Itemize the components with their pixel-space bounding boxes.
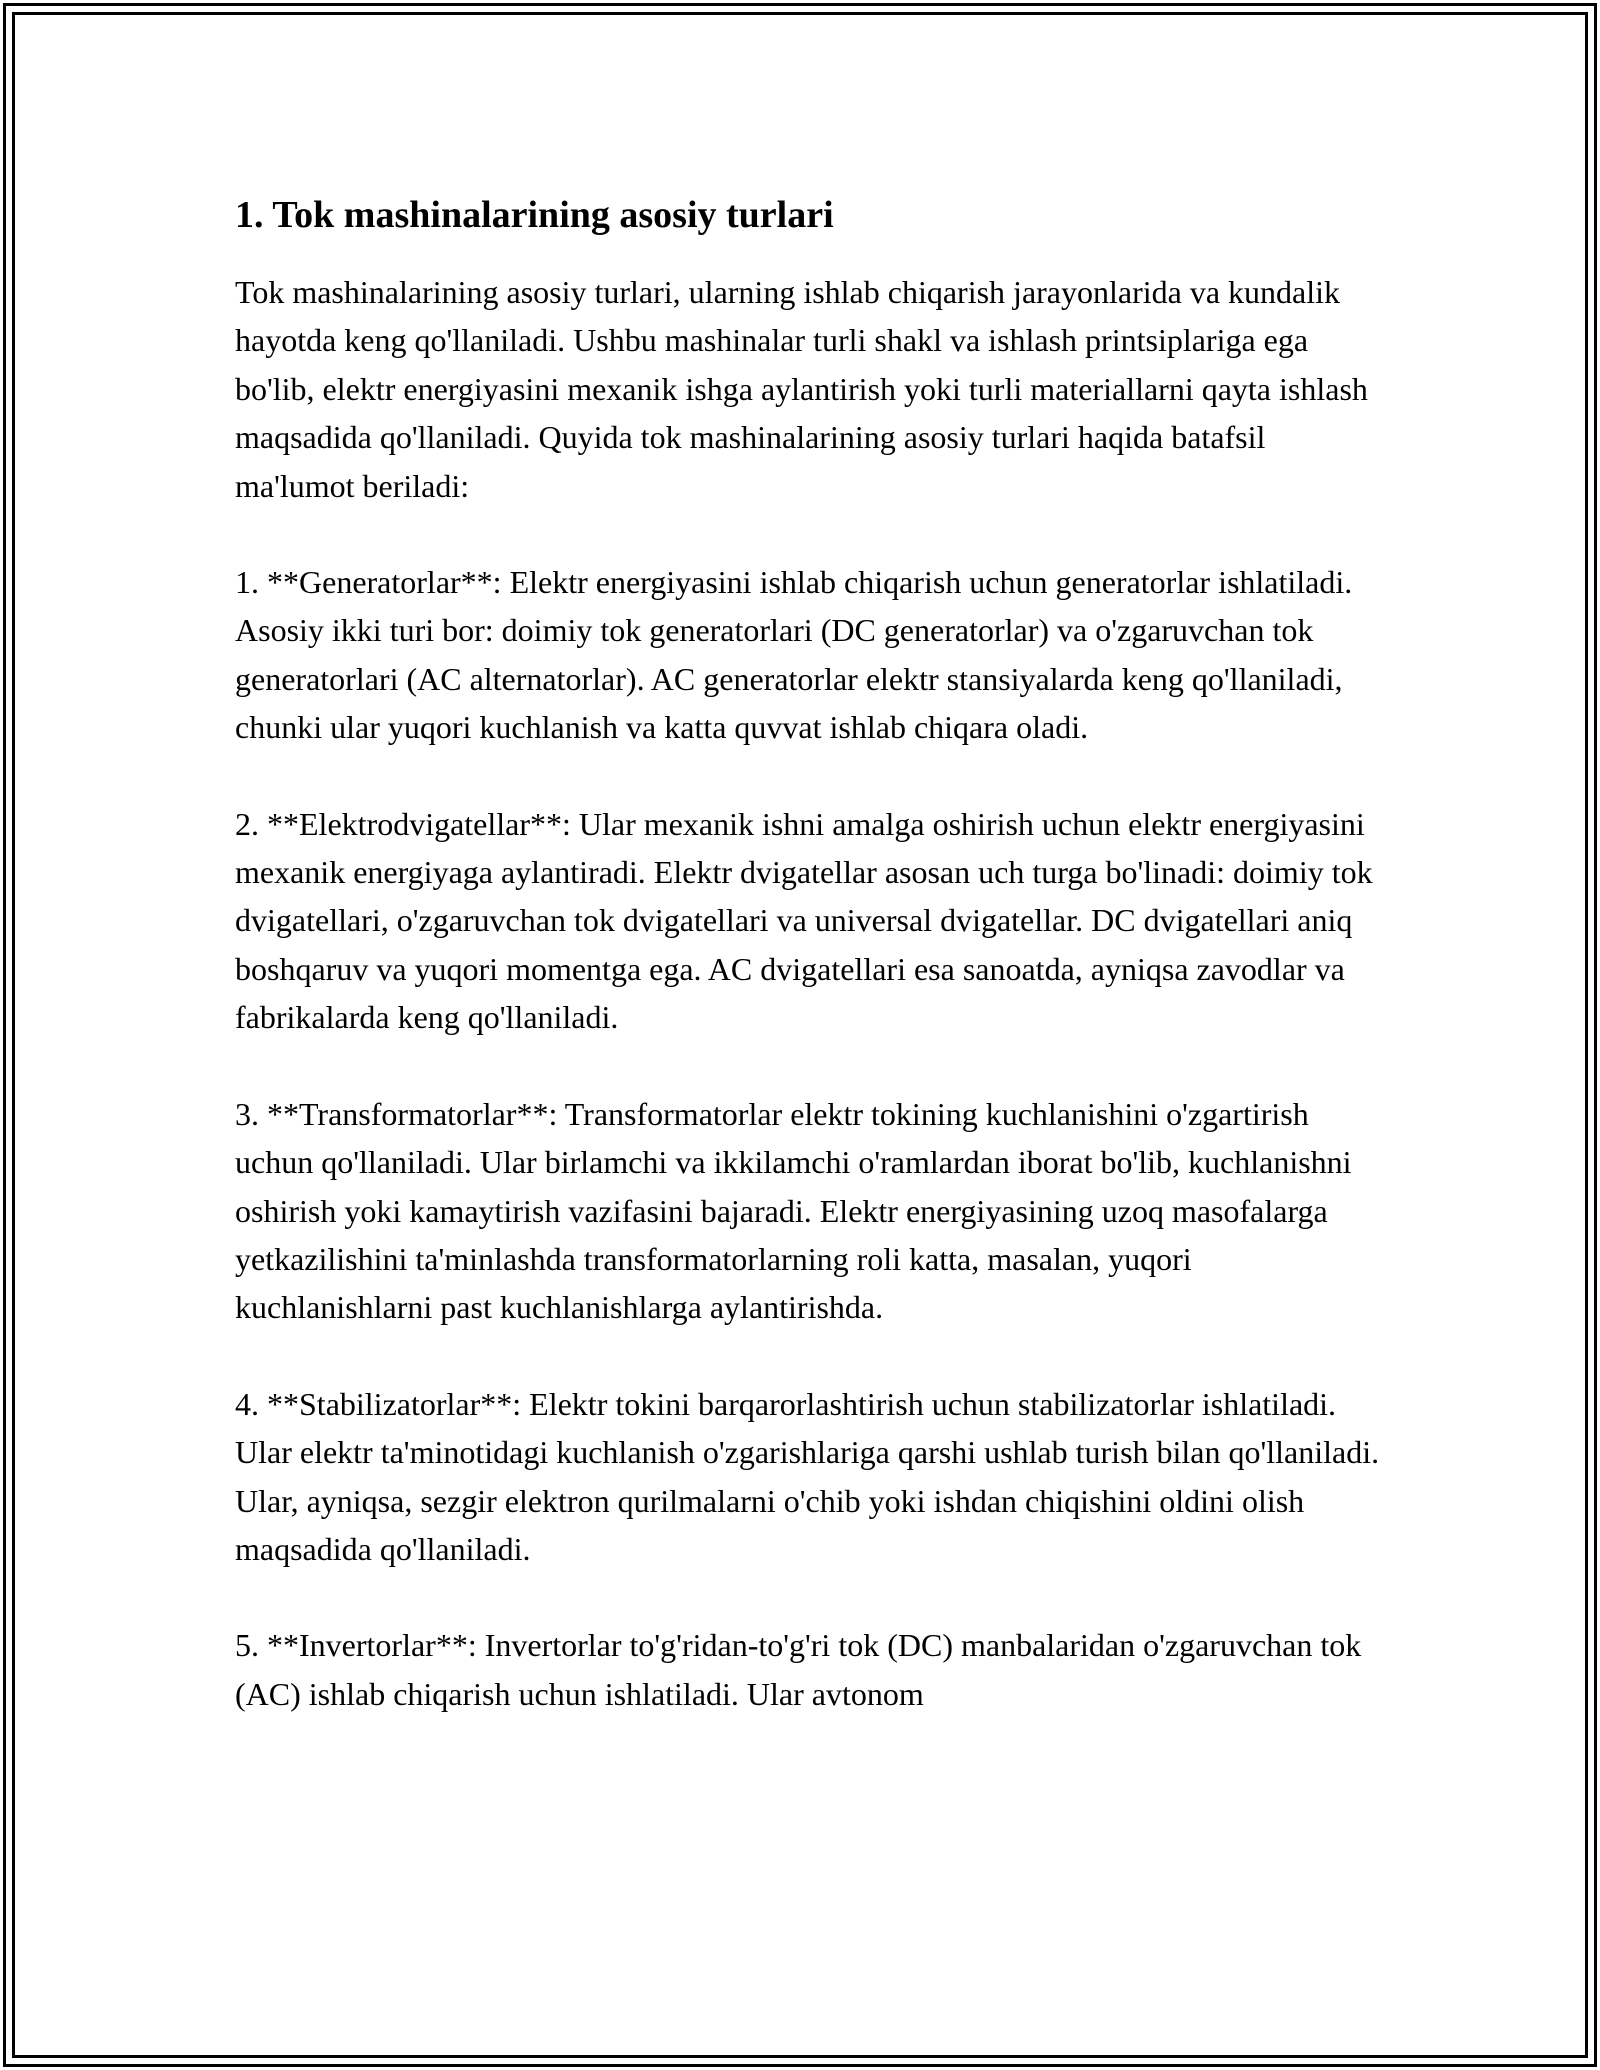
generators-paragraph: 1. **Generatorlar**: Elektr energiyasini ishlab chiqarish uchun generatorlar ishlatiladi. Asosiy ikki turi bor: doimiy tok generatorlari (DC generatorlar) va o'zgaruvchan tok generatorlari (AC alternatorlar). AC generatorlar elektr stansiyalarda keng qo'llaniladi, chunki ular yuqori kuchlanish va katta quvvat ishlab chiqara oladi. xyxy=(235,564,1353,746)
section-heading: 1. Tok mashinalarining asosiy turlari xyxy=(235,194,834,236)
document-body xyxy=(235,190,1385,1766)
inverters-paragraph: 5. **Invertorlar**: Invertorlar to'g'ridan-to'g'ri tok (DC) manbalaridan o'zgaruvchan tok (AC) ishlab chiqarish uchun ishlatiladi. Ular avtonom xyxy=(235,1627,1362,1712)
intro-paragraph: Tok mashinalarining asosiy turlari, ularning ishlab chiqarish jarayonlarida va kundalik hayotda keng qo'llaniladi. Ushbu mashinalar turli shakl va ishlash printsiplariga ega bo'lib, elektr energiyasini mexanik ishga aylantirish yoki turli materiallarni qayta ishlash maqsadida qo'llaniladi. Quyida tok mashinalarining asosiy turlari haqida batafsil ma'lumot beriladi: xyxy=(235,274,1368,504)
electric-motors-paragraph: 2. **Elektrodvigatellar**: Ular mexanik ishni amalga oshirish uchun elektr energiyasini mexanik energiyaga aylantiradi. Elektr dvigatellar asosan uch turga bo'linadi: doimiy tok dvigatellari, o'zgaruvchan tok dvigatellari va universal dvigatellar. DC dvigatellari aniq boshqaruv va yuqori momentga ega. AC dvigatellari esa sanoatda, ayniqsa zavodlar va fabrikalarda keng qo'llaniladi. xyxy=(235,805,1373,1036)
stabilizers-paragraph: 4. **Stabilizatorlar**: Elektr tokini barqarorlashtirish uchun stabilizatorlar ishlatiladi. Ular elektr ta'minotidagi kuchlanish o'zgarishlariga qarshi ushlab turish bilan qo'llaniladi. Ular, ayniqsa, sezgir elektron qurilmalarni o'chib yoki ishdan chiqishini oldini olish maqsadida qo'llaniladi. xyxy=(235,1385,1380,1567)
transformers-paragraph: 3. **Transformatorlar**: Transformatorlar elektr tokining kuchlanishini o'zgartirish uchun qo'llaniladi. Ular birlamchi va ikkilamchi o'ramlardan iborat bo'lib, kuchlanishni oshirish yoki kamaytirish vazifasini bajaradi. Elektr energiyasining uzoq masofalarga yetkazilishini ta'minlashda transformatorlarning roli katta, masalan, yuqori kuchlanishlarni past kuchlanishlarga aylantirishda. xyxy=(235,1095,1352,1326)
